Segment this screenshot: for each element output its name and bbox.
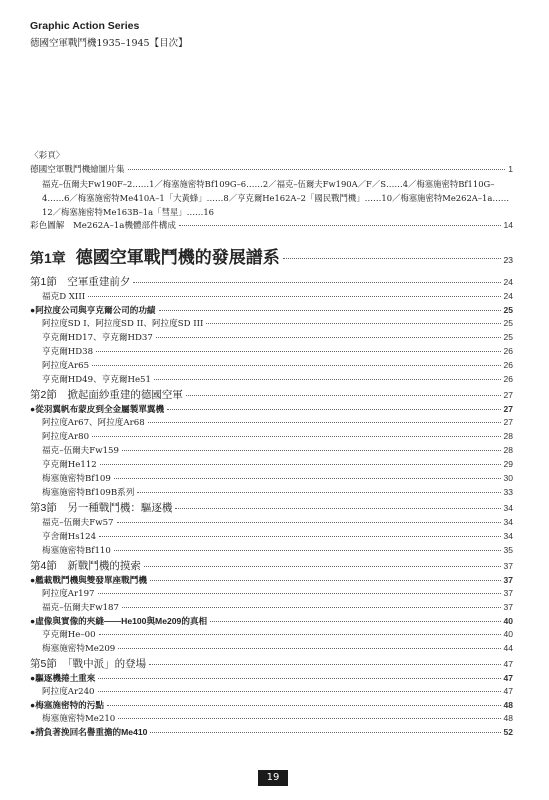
toc-entry-title: 亨舍爾Hs124	[42, 532, 97, 542]
toc-entry-item[interactable]	[30, 472, 513, 486]
dot-leader	[98, 691, 501, 692]
dot-leader	[210, 621, 500, 622]
toc-entry-page: 52	[503, 727, 513, 737]
toc-entry-page: 29	[503, 459, 513, 469]
dot-leader	[117, 522, 501, 523]
toc-entry-page: 44	[503, 643, 513, 653]
toc-entry-title: ●阿拉度公司與亨克爾公司的功績	[30, 305, 156, 315]
toc-entry-title: 亨克爾He–00	[42, 630, 96, 640]
toc-entry-bullet[interactable]	[30, 726, 513, 739]
dot-leader	[100, 464, 501, 465]
dot-leader	[159, 310, 501, 311]
dot-leader	[175, 508, 500, 509]
toc-entry-item[interactable]	[30, 458, 513, 472]
toc-entry-item[interactable]	[30, 486, 513, 500]
toc-entry-title: 德國空軍戰鬥機繪圖片集	[30, 165, 125, 175]
toc-entry-page: 26	[503, 346, 513, 356]
toc-entry-section[interactable]	[30, 656, 513, 672]
toc-entry-title: 福克–伍爾夫Fw159	[42, 446, 119, 456]
toc-entry-section[interactable]	[30, 500, 513, 516]
toc-entry-page: 1	[508, 164, 513, 174]
plates-description: 福克–伍爾夫Fw190F–2……1／梅塞施密特Bf109G–6……2／福克–伍爾夫Fw190A／F／S……4／梅塞施密特Bf110G–4……6／梅塞施密特Me410A–1「大黃蜂」……8／亨克爾He162A–2「國民戰鬥機」……10／梅塞施密特Me262A–1a……12／梅塞施密特Me163B–1a「彗星」……16	[42, 179, 510, 217]
toc-entry-title: ●揹負著挽回名譽重擔的Me410	[30, 727, 148, 737]
toc-entry-bullet[interactable]	[30, 699, 513, 712]
toc-entry-item[interactable]	[30, 359, 513, 373]
toc-entry-item[interactable]	[30, 290, 513, 304]
toc-entry-title: 梅塞施密特Me210	[42, 714, 116, 724]
toc-entry-title: 第1節 空軍重建前夕	[30, 276, 131, 288]
toc-entry-title: 福克–伍爾夫Fw187	[42, 603, 119, 613]
toc-entry-bullet[interactable]	[30, 672, 513, 685]
dot-leader	[92, 365, 501, 366]
toc-entry-page: 14	[503, 220, 513, 230]
dot-leader	[98, 678, 500, 679]
dot-leader	[92, 436, 501, 437]
dot-leader	[107, 705, 501, 706]
toc-entry-title: 彩色圖解 Me262A–1a機體部件構成	[30, 221, 176, 231]
dot-leader	[186, 395, 501, 396]
toc-entry-page: 40	[503, 616, 513, 626]
toc-entry-page: 37	[503, 602, 513, 612]
toc-entry-page: 37	[503, 561, 513, 571]
dot-leader	[150, 580, 501, 581]
book-subtitle: 德國空軍戰鬥機1935–1945【目次】	[30, 38, 188, 49]
toc-entry-page: 37	[503, 588, 513, 598]
toc-entry-page: 24	[503, 291, 513, 301]
toc-entry-item[interactable]	[30, 685, 513, 699]
dot-leader	[150, 732, 500, 733]
toc-entry-page: 27	[503, 404, 513, 414]
toc-entry-item[interactable]	[30, 331, 513, 345]
toc-entry-page: 47	[503, 673, 513, 683]
toc-entry-page: 35	[503, 545, 513, 555]
dot-leader	[99, 536, 500, 537]
toc-entry-photo-plates[interactable]	[30, 163, 513, 177]
chapter-number: 第1章	[30, 250, 66, 266]
toc-entry-title: 阿拉度Ar80	[42, 432, 90, 442]
toc-entry-title: 梅塞施密特Me209	[42, 644, 116, 654]
toc-entry-title: 亨克爾HD38	[42, 347, 94, 357]
toc-entry-cutaway[interactable]	[30, 219, 513, 233]
running-header	[30, 20, 188, 49]
toc-entry-title: 第5節 「戰中派」的登場	[30, 658, 147, 670]
plates-label: 〈彩頁〉	[30, 151, 65, 161]
toc-entry-item[interactable]	[30, 530, 513, 544]
toc-entry-bullet[interactable]	[30, 615, 513, 628]
toc-entry-page: 24	[503, 277, 513, 287]
page-number: 19	[258, 770, 288, 786]
dot-leader	[99, 634, 501, 635]
toc-entry-page: 37	[503, 575, 513, 585]
toc-entry-item[interactable]	[30, 373, 513, 387]
toc-entry-title: 阿拉度Ar240	[42, 687, 95, 697]
toc-entry-page: 28	[503, 431, 513, 441]
dot-leader	[156, 337, 501, 338]
toc-entry-page: 34	[503, 531, 513, 541]
dot-leader	[167, 409, 500, 410]
toc-entry-title: 福克–伍爾夫Fw57	[42, 518, 114, 528]
toc-entry-title: 第3節 另一種戰鬥機：驅逐機	[30, 502, 173, 514]
toc-entry-page: 47	[503, 686, 513, 696]
dot-leader	[114, 478, 501, 479]
toc-entry-item[interactable]	[30, 317, 513, 331]
toc-entry-title: 亨克爾He112	[42, 460, 97, 470]
toc-entry-page: 40	[503, 629, 513, 639]
toc-entry-page: 26	[503, 374, 513, 384]
toc-entry-item[interactable]	[30, 345, 513, 359]
dot-leader	[144, 566, 501, 567]
toc-entry-title: ●梅塞施密特的污點	[30, 700, 104, 710]
dot-leader	[122, 607, 501, 608]
toc-entry-page: 34	[503, 517, 513, 527]
toc-entry-item[interactable]	[30, 544, 513, 558]
toc-entry-page: 25	[503, 305, 513, 315]
toc-entry-page: 26	[503, 360, 513, 370]
toc-entry-section[interactable]	[30, 387, 513, 403]
dot-leader	[133, 282, 500, 283]
toc-entry-page: 34	[503, 503, 513, 513]
toc-entry-title: 梅塞施密特Bf110	[42, 546, 111, 556]
dot-leader	[128, 169, 506, 170]
dot-leader	[179, 225, 501, 226]
toc-entry-page: 47	[503, 659, 513, 669]
toc-entry-page: 25	[503, 332, 513, 342]
toc-entry-item[interactable]	[30, 516, 513, 530]
toc-entry-item[interactable]	[30, 416, 513, 430]
toc-entry-item[interactable]	[30, 712, 513, 726]
dot-leader	[118, 718, 500, 719]
toc-entry-title: 亨克爾HD17、亨克爾HD37	[42, 333, 153, 343]
toc-entry-title: 阿拉度Ar67、阿拉度Ar68	[42, 418, 145, 428]
toc-entry-title: 梅塞施密特Bf109B系列	[42, 488, 135, 498]
chapter-heading[interactable]	[30, 243, 513, 268]
dot-leader	[122, 450, 501, 451]
toc-entry-bullet[interactable]	[30, 574, 513, 587]
toc-entry-section[interactable]	[30, 558, 513, 574]
toc-entry-section[interactable]	[30, 274, 513, 290]
dot-leader	[98, 593, 501, 594]
dot-leader	[114, 550, 501, 551]
toc-entry-title: ●艦載戰鬥機與雙發單座戰鬥機	[30, 575, 147, 585]
toc-entry-page: 48	[503, 713, 513, 723]
chapter-title: 德國空軍戰鬥機的發展譜系	[75, 248, 280, 268]
table-of-contents	[30, 150, 513, 739]
toc-entry-item[interactable]	[30, 587, 513, 601]
toc-entry-item[interactable]	[30, 601, 513, 615]
dot-leader	[149, 664, 500, 665]
toc-entry-page: 27	[503, 390, 513, 400]
dot-leader	[118, 648, 500, 649]
toc-entry-list	[30, 274, 513, 739]
toc-entry-title: 阿拉度Ar197	[42, 589, 95, 599]
dot-leader	[88, 296, 500, 297]
dot-leader	[148, 422, 501, 423]
toc-entry-title: 梅塞施密特Bf109	[42, 474, 111, 484]
chapter-page: 23	[503, 255, 513, 265]
toc-entry-page: 28	[503, 445, 513, 455]
toc-entry-item[interactable]	[30, 628, 513, 642]
toc-entry-page: 30	[503, 473, 513, 483]
toc-entry-page: 25	[503, 318, 513, 328]
toc-entry-title: 亨克爾HD49、亨克爾He51	[42, 375, 151, 385]
toc-entry-bullet[interactable]	[30, 304, 513, 317]
toc-entry-page: 48	[503, 700, 513, 710]
toc-entry-title: 第2節 掀起面紗重建的德國空軍	[30, 389, 183, 401]
series-title: Graphic Action Series	[30, 20, 140, 32]
dot-leader	[154, 379, 501, 380]
toc-entry-page: 27	[503, 417, 513, 427]
dot-leader	[96, 351, 500, 352]
toc-entry-title: ●從羽翼帆布蒙皮到全金屬製單翼機	[30, 404, 165, 414]
toc-entry-title: 阿拉度SD I、阿拉度SD II、阿拉度SD III	[42, 319, 204, 329]
dot-leader	[206, 323, 500, 324]
toc-entry-title: ●驅逐機捲土重來	[30, 673, 96, 683]
dot-leader	[283, 258, 501, 259]
toc-entry-title: ●虛像與實像的夾縫——He100與Me209的真相	[30, 616, 208, 626]
toc-entry-item[interactable]	[30, 642, 513, 656]
toc-entry-title: 第4節 新戰鬥機的摸索	[30, 560, 141, 572]
toc-entry-title: 阿拉度Ar65	[42, 361, 90, 371]
toc-entry-page: 33	[503, 487, 513, 497]
toc-entry-bullet[interactable]	[30, 403, 513, 416]
toc-entry-item[interactable]	[30, 430, 513, 444]
toc-entry-item[interactable]	[30, 444, 513, 458]
toc-entry-title: 福克D XIII	[42, 292, 86, 302]
dot-leader	[137, 492, 500, 493]
